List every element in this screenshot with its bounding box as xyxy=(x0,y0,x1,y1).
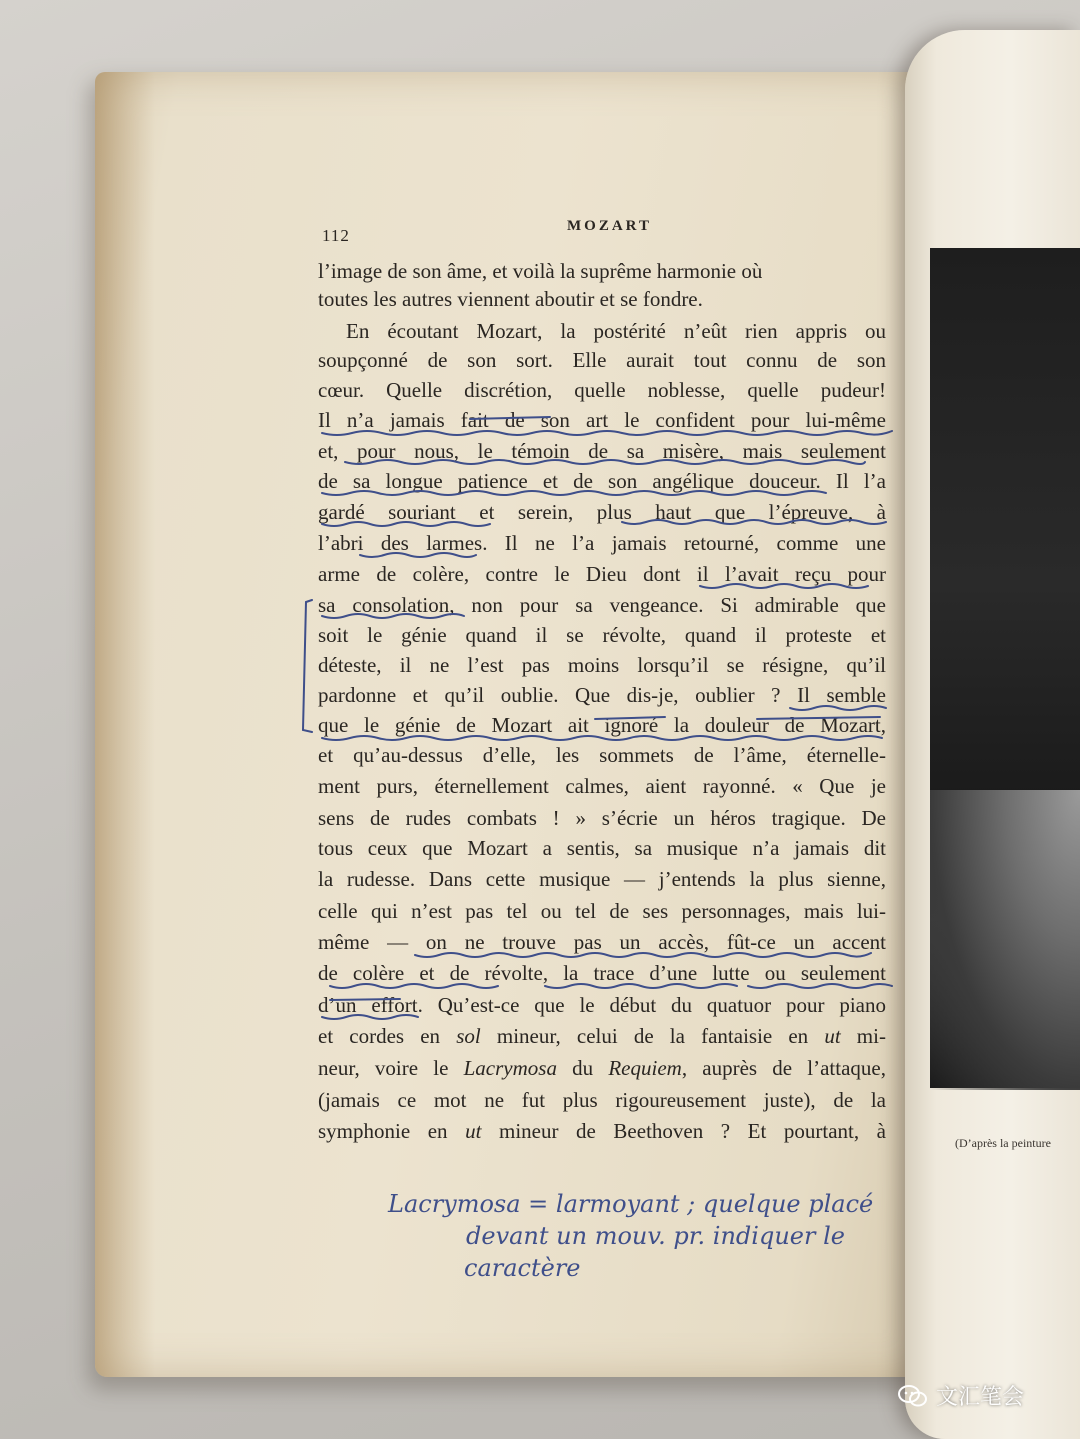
text-line: soit le génie quand il se révolte, quand il proteste et xyxy=(318,623,886,647)
text-line: Il n’a jamais fait de son art le confident pour lui-même xyxy=(318,408,886,432)
portrait-shoulder xyxy=(930,790,1080,1090)
text-run: , auprès de l’attaque, xyxy=(681,1056,886,1080)
italic-term: Requiem xyxy=(608,1056,682,1080)
running-head: MOZART xyxy=(567,218,652,234)
text-line: l’image de son âme, et voilà la suprême harmonie où xyxy=(318,259,763,283)
text-line: (jamais ce mot ne fut plus rigoureusement juste), de la xyxy=(318,1088,886,1112)
text-line xyxy=(318,1053,886,1083)
text-line: l’abri des larmes. Il ne l’a jamais retourné, comme une xyxy=(318,531,886,555)
text-line: de colère et de révolte, la trace d’une lutte ou seulement xyxy=(318,961,886,985)
italic-term: ut xyxy=(465,1119,482,1143)
text-line: déteste, il ne l’est pas moins lorsqu’il se résigne, qu’il xyxy=(318,653,886,677)
text-line: que le génie de Mozart ait ignoré la douleur de Mozart, xyxy=(318,713,886,737)
watermark xyxy=(898,1380,1024,1411)
text-line xyxy=(318,1116,886,1146)
text-line: et, pour nous, le témoin de sa misère, mais seulement xyxy=(318,439,886,463)
plate-caption: (D’après la peinture xyxy=(955,1136,1051,1150)
italic-term: sol xyxy=(456,1024,481,1048)
text-run: symphonie en xyxy=(318,1119,466,1143)
handwritten-note xyxy=(388,1188,948,1284)
text-run: neur, voire le xyxy=(318,1056,464,1080)
note-line: caractère xyxy=(464,1254,581,1282)
text-run: et cordes en xyxy=(318,1024,457,1048)
text-line: sa consolation, non pour sa vengeance. Si admirable que xyxy=(318,593,886,617)
text-line: cœur. Quelle discrétion, quelle noblesse, quelle pudeur! xyxy=(318,378,886,402)
italic-term: ut xyxy=(824,1024,841,1048)
text-run: du xyxy=(556,1056,609,1080)
text-line: la rudesse. Dans cette musique — j’entends la plus sienne, xyxy=(318,867,886,891)
text-line: soupçonné de son sort. Elle aurait tout connu de son xyxy=(318,348,886,372)
watermark-text: 文汇笔会 xyxy=(936,1385,1025,1410)
text-line: En écoutant Mozart, la postérité n’eût rien appris ou xyxy=(346,319,886,343)
text-line: gardé souriant et serein, plus haut que l’épreuve, à xyxy=(318,500,886,524)
note-line: Lacrymosa = larmoyant ; quelque placé xyxy=(388,1190,874,1218)
text-line: sens de rudes combats ! » s’écrie un héros tragique. De xyxy=(318,806,886,830)
wechat-icon xyxy=(898,1384,928,1408)
text-line: même — on ne trouve pas un accès, fût-ce un accent xyxy=(318,930,886,954)
text-line: celle qui n’est pas tel ou tel de ses personnages, mais lui- xyxy=(318,899,886,923)
italic-term: Lacrymosa xyxy=(463,1056,557,1080)
page-number: 112 xyxy=(322,226,350,245)
text-run: mi- xyxy=(840,1024,886,1048)
text-line: pardonne et qu’il oublie. Que dis-je, oublier ? Il semble xyxy=(318,683,886,707)
text-line: ment purs, éternellement calmes, aient rayonné. « Que je xyxy=(318,774,886,798)
text-line: tous ceux que Mozart a sentis, sa musique n’a jamais dit xyxy=(318,836,886,860)
text-run: mineur, celui de la fantaisie en xyxy=(480,1024,825,1048)
text-line: de sa longue patience et de son angélique douceur. Il l’a xyxy=(318,469,886,493)
page-edge-aging xyxy=(95,72,155,1377)
note-line: devant un mouv. pr. indiquer le xyxy=(466,1222,845,1250)
text-line: d’un effort. Qu’est-ce que le début du quatuor pour piano xyxy=(318,993,886,1017)
text-line: arme de colère, contre le Dieu dont il l’avait reçu pour xyxy=(318,562,886,586)
text-line: toutes les autres viennent aboutir et se fondre. xyxy=(318,287,703,311)
text-run: mineur de Beethoven ? Et pourtant, à xyxy=(481,1119,886,1143)
text-line xyxy=(318,1021,886,1051)
facing-page xyxy=(905,30,1080,1439)
text-line: et qu’au-dessus d’elle, les sommets de l’âme, éternelle- xyxy=(318,743,886,767)
